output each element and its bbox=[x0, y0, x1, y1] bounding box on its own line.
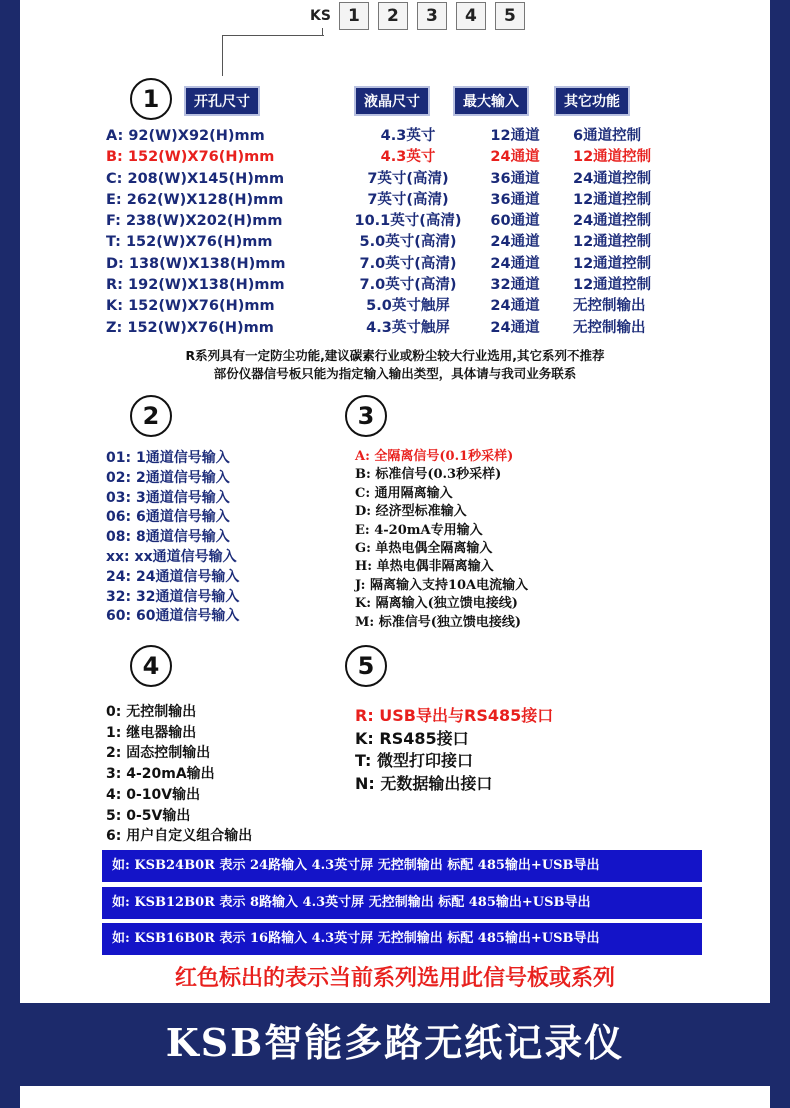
table-cell-func: 12通道控制 bbox=[573, 191, 652, 208]
model-slot-5: 5 bbox=[495, 2, 525, 30]
model-prefix: KS bbox=[310, 8, 331, 24]
table-cell-input: 24通道 bbox=[490, 255, 540, 272]
model-slot-4: 4 bbox=[456, 2, 486, 30]
table-cell-size: C: 208(W)X145(H)mm bbox=[106, 170, 285, 187]
section-1-number: 1 bbox=[130, 78, 172, 120]
table-cell-input: 36通道 bbox=[490, 191, 540, 208]
list-item: H: 单热电偶非隔离输入 bbox=[355, 559, 494, 575]
table-cell-lcd: 7.0英寸(高清) bbox=[359, 255, 457, 272]
signal-board-note: 部份仪器信号板只能为指定输入输出类型，具体请与我司业务联系 bbox=[213, 366, 577, 381]
list-item: C: 通用隔离输入 bbox=[355, 485, 453, 501]
table-row bbox=[20, 211, 770, 232]
table-cell-func: 12通道控制 bbox=[573, 277, 652, 294]
spec-table bbox=[20, 126, 770, 339]
table-row bbox=[20, 296, 770, 317]
table-row bbox=[20, 232, 770, 253]
table-cell-input: 24通道 bbox=[490, 234, 540, 251]
list-item: 02: 2通道信号输入 bbox=[106, 469, 230, 486]
list-item: 06: 6通道信号输入 bbox=[106, 509, 230, 526]
table-row bbox=[20, 126, 770, 147]
list-item: 5: 0-5V输出 bbox=[106, 807, 191, 824]
connector-line bbox=[222, 35, 324, 76]
table-cell-size: E: 262(W)X128(H)mm bbox=[106, 191, 284, 208]
table-cell-size: Z: 152(W)X76(H)mm bbox=[106, 319, 274, 336]
table-cell-input: 36通道 bbox=[490, 170, 540, 187]
section-5-number: 5 bbox=[345, 645, 387, 687]
table-cell-lcd: 5.0英寸(高清) bbox=[359, 234, 457, 251]
table-cell-input: 24通道 bbox=[490, 298, 540, 315]
list-item: D: 经济型标准输入 bbox=[355, 504, 467, 520]
table-cell-lcd: 7英寸(高清) bbox=[367, 191, 449, 208]
example-banner-2: 如: KSB12B0R 表示 8路输入 4.3英寸屏 无控制输出 标配 485输出+USB导出 bbox=[102, 887, 702, 919]
control-output-list bbox=[106, 702, 252, 847]
spec-sheet bbox=[20, 0, 770, 1003]
list-item: 1: 继电器输出 bbox=[106, 724, 197, 741]
header-cutout-size: 开孔尺寸 bbox=[184, 86, 260, 116]
red-notice: 红色标出的表示当前系列选用此信号板或系列 bbox=[174, 966, 615, 991]
list-item: 6: 用户自定义组合输出 bbox=[106, 828, 253, 845]
section-3-number: 3 bbox=[345, 395, 387, 437]
signal-type-list bbox=[355, 448, 528, 632]
list-item: 32: 32通道信号输入 bbox=[106, 588, 240, 605]
table-cell-lcd: 10.1英寸(高清) bbox=[354, 213, 462, 230]
list-item: M: 标准信号(独立馈电接线) bbox=[355, 614, 522, 630]
table-cell-lcd: 4.3英寸 bbox=[380, 128, 436, 144]
table-cell-func: 12通道控制 bbox=[573, 234, 652, 251]
table-cell-input: 12通道 bbox=[490, 128, 540, 144]
table-cell-size: K: 152(W)X76(H)mm bbox=[106, 298, 275, 315]
table-cell-lcd: 4.3英寸 bbox=[380, 149, 436, 166]
table-row bbox=[20, 318, 770, 339]
table-cell-func: 无控制输出 bbox=[573, 298, 646, 315]
table-cell-lcd: 7英寸(高清) bbox=[367, 170, 449, 187]
table-cell-input: 24通道 bbox=[490, 319, 540, 336]
example-banner-1: 如: KSB24B0R 表示 24路输入 4.3英寸屏 无控制输出 标配 485输出+USB导出 bbox=[102, 850, 702, 882]
table-row bbox=[20, 169, 770, 190]
list-item: J: 隔离输入支持10A电流输入 bbox=[355, 577, 529, 593]
table-cell-func: 无控制输出 bbox=[573, 319, 646, 336]
model-code-boxes bbox=[310, 2, 534, 30]
list-item: 08: 8通道信号输入 bbox=[106, 529, 230, 546]
table-cell-size: D: 138(W)X138(H)mm bbox=[106, 255, 286, 272]
list-item: K: 隔离输入(独立馈电接线) bbox=[355, 596, 518, 612]
list-item: A: 全隔离信号(0.1秒采样) bbox=[355, 449, 514, 464]
list-item: 4: 0-10V输出 bbox=[106, 786, 201, 803]
list-item: 0: 无控制输出 bbox=[106, 704, 197, 720]
table-cell-func: 12通道控制 bbox=[573, 149, 652, 166]
model-slot-2: 2 bbox=[378, 2, 408, 30]
table-cell-input: 60通道 bbox=[490, 213, 540, 230]
model-slot-1: 1 bbox=[339, 2, 369, 30]
list-item: xx: xx通道信号输入 bbox=[106, 548, 237, 565]
table-cell-func: 6通道控制 bbox=[573, 128, 642, 144]
list-item: 3: 4-20mA输出 bbox=[106, 766, 215, 783]
table-cell-input: 32通道 bbox=[490, 277, 540, 294]
table-cell-func: 12通道控制 bbox=[573, 255, 652, 272]
table-cell-size: F: 238(W)X202(H)mm bbox=[106, 213, 283, 230]
footer-strip bbox=[20, 1086, 770, 1108]
list-item: G: 单热电偶全隔离输入 bbox=[355, 541, 493, 557]
list-item: 2: 固态控制输出 bbox=[106, 745, 211, 762]
table-cell-size: T: 152(W)X76(H)mm bbox=[106, 234, 273, 251]
table-row bbox=[20, 147, 770, 168]
table-cell-size: A: 92(W)X92(H)mm bbox=[106, 128, 265, 144]
list-item: 03: 3通道信号输入 bbox=[106, 489, 230, 506]
header-lcd-size: 液晶尺寸 bbox=[354, 86, 430, 116]
table-cell-lcd: 4.3英寸触屏 bbox=[366, 319, 450, 336]
section-4-number: 4 bbox=[130, 645, 172, 687]
header-max-input: 最大输入 bbox=[453, 86, 529, 116]
list-item: 24: 24通道信号输入 bbox=[106, 568, 240, 585]
list-item: N: 无数据输出接口 bbox=[355, 773, 493, 793]
table-cell-lcd: 7.0英寸(高清) bbox=[359, 277, 457, 294]
list-item: T: 微型打印接口 bbox=[355, 751, 474, 770]
list-item: K: RS485接口 bbox=[355, 728, 469, 748]
channel-input-list bbox=[106, 449, 239, 627]
list-item: B: 标准信号(0.3秒采样) bbox=[355, 467, 502, 483]
table-row bbox=[20, 190, 770, 211]
table-cell-func: 24通道控制 bbox=[573, 170, 652, 187]
list-item: R: USB导出与RS485接口 bbox=[355, 706, 554, 725]
table-cell-lcd: 5.0英寸触屏 bbox=[366, 298, 450, 315]
table-cell-size: R: 192(W)X138(H)mm bbox=[106, 277, 285, 294]
dust-note: R系列具有一定防尘功能,建议碳素行业或粉尘较大行业选用,其它系列不推荐 bbox=[185, 348, 605, 363]
data-interface-list bbox=[355, 705, 553, 795]
example-banner-3: 如: KSB16B0R 表示 16路输入 4.3英寸屏 无控制输出 标配 485输出+USB导出 bbox=[102, 923, 702, 955]
table-row bbox=[20, 254, 770, 275]
list-item: E: 4-20mA专用输入 bbox=[355, 522, 483, 538]
table-row bbox=[20, 275, 770, 296]
header-other-functions: 其它功能 bbox=[554, 86, 630, 116]
model-slot-3: 3 bbox=[417, 2, 447, 30]
section-2-number: 2 bbox=[130, 395, 172, 437]
product-title: KSB智能多路无纸记录仪 bbox=[165, 1020, 625, 1065]
table-cell-size: B: 152(W)X76(H)mm bbox=[106, 149, 275, 166]
list-item: 01: 1通道信号输入 bbox=[106, 450, 230, 466]
connector-drop bbox=[322, 28, 323, 36]
table-cell-func: 24通道控制 bbox=[573, 213, 652, 230]
table-cell-input: 24通道 bbox=[490, 149, 540, 166]
list-item: 60: 60通道信号输入 bbox=[106, 608, 240, 625]
